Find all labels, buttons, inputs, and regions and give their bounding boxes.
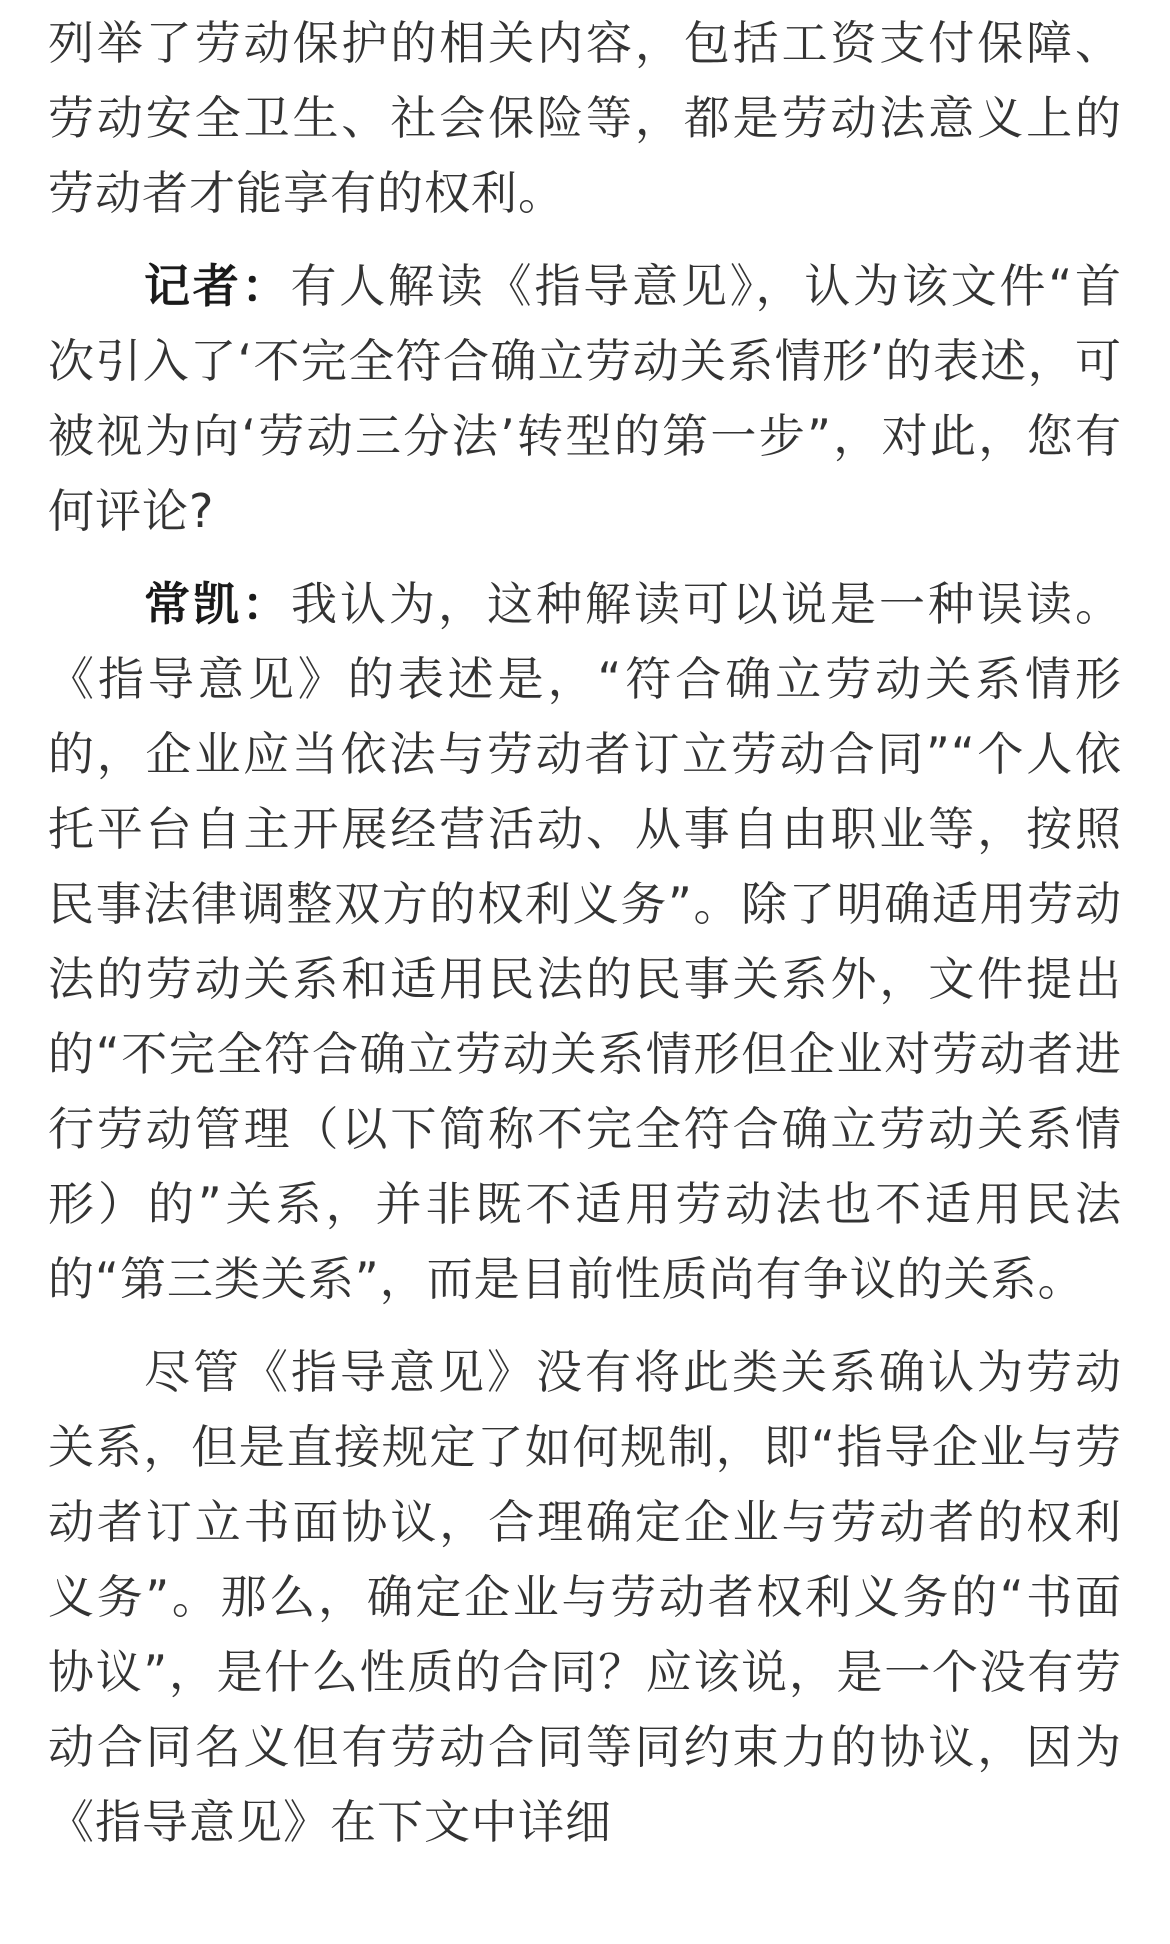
paragraph-text: 有人解读《指导意见》，认为该文件“首次引入了‘不完全符合确立劳动关系情形’的表述，可被视为向‘劳动三分法’转型的第一步”，对此，您有何评论?: [48, 259, 1123, 538]
speaker-label-reporter: 记者：: [144, 259, 291, 313]
article-body: [48, 6, 1122, 1878]
paragraph-1: [48, 6, 1122, 231]
paragraph-4: [48, 1335, 1122, 1860]
paragraph-2: [48, 249, 1122, 549]
speaker-label-changkai: 常凯：: [144, 577, 291, 631]
paragraph-text: 尽管《指导意见》没有将此类关系确认为劳动关系，但是直接规定了如何规制，即“指导企业与劳动者订立书面协议，合理确定企业与劳动者的权利义务”。那么，确定企业与劳动者权利义务的“书面协议”，是什么性质的合同？应该说，是一个没有劳动合同名义但有劳动合同等同约束力的协议，因为《指导意见》在下文中详细: [48, 1345, 1122, 1849]
paragraph-3: [48, 567, 1122, 1317]
paragraph-text: 我认为，这种解读可以说是一种误读。《指导意见》的表述是，“符合确立劳动关系情形的，企业应当依法与劳动者订立劳动合同”“个人依托平台自主开展经营活动、从事自由职业等，按照民事法律调整双方的权利义务”。除了明确适用劳动法的劳动关系和适用民法的民事关系外，文件提出的“不完全符合确立劳动关系情形但企业对劳动者进行劳动管理（以下简称不完全符合确立劳动关系情形）的”关系，并非既不适用劳动法也不适用民法的“第三类关系”，而是目前性质尚有争议的关系。: [48, 577, 1122, 1306]
paragraph-text: 列举了劳动保护的相关内容，包括工资支付保障、劳动安全卫生、社会保险等，都是劳动法意义上的劳动者才能享有的权利。: [48, 16, 1122, 220]
